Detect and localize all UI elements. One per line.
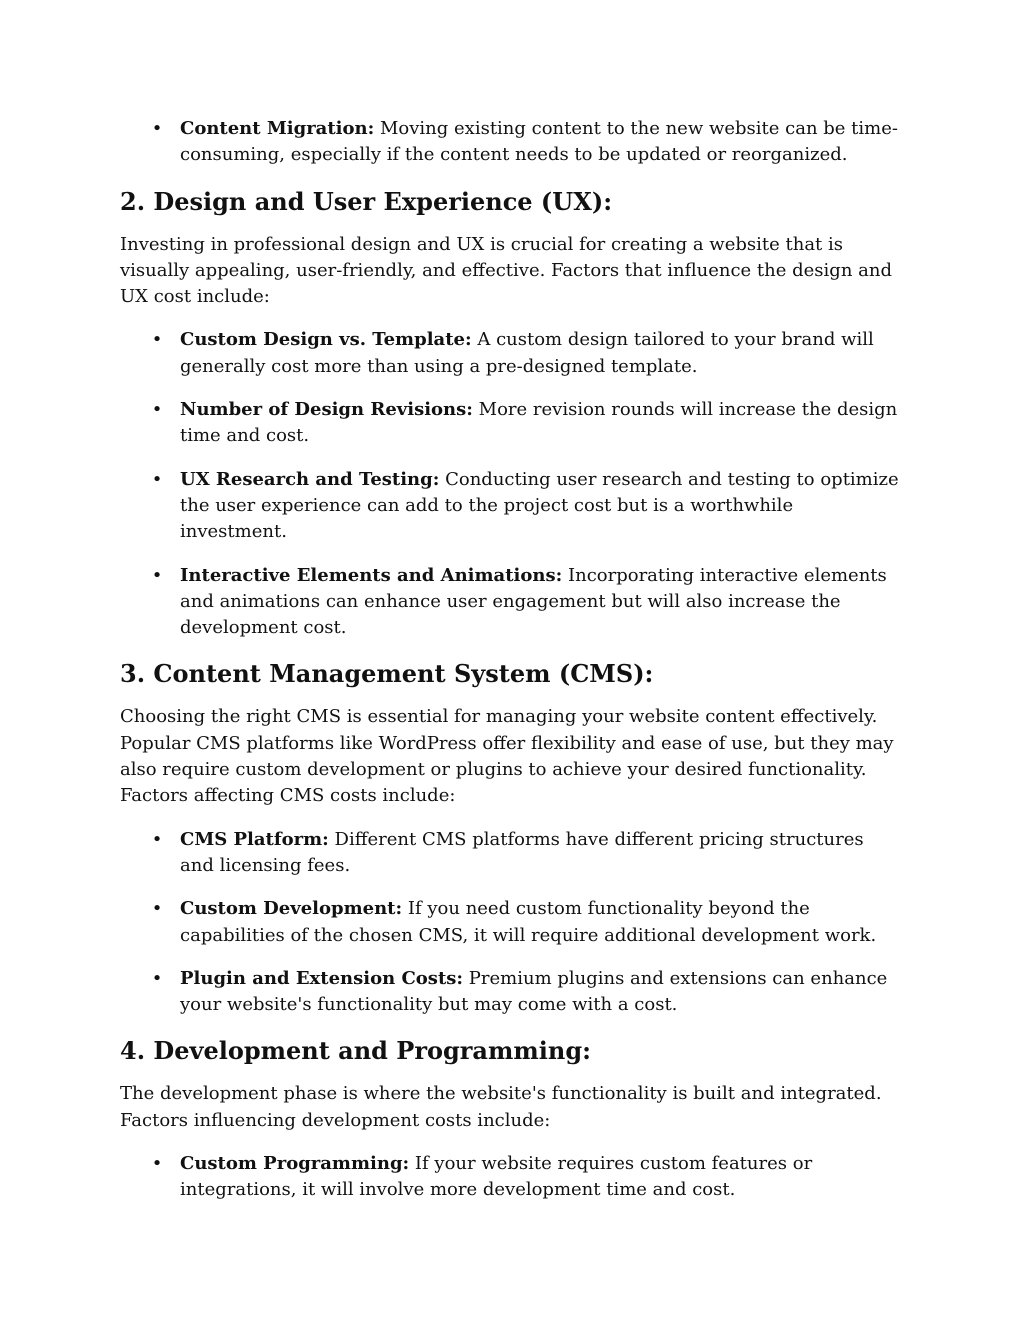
section-paragraph: The development phase is where the website's functionality is built and integrated. Factors influencing development costs include: (120, 1083, 882, 1131)
bullet-icon: • (151, 118, 163, 139)
bullet-icon: • (151, 828, 163, 850)
section-heading-design-ux: 2. Design and User Experience (UX): (120, 186, 613, 216)
list-item-text: If your website requires custom features or integrations, it will involve more development time and cost. (180, 1153, 813, 1201)
list-item-text: Incorporating interactive elements and animations can enhance user engagement but will also increase the development cost. (180, 564, 887, 639)
bullet-icon: • (151, 468, 163, 490)
bullet-icon: • (151, 329, 163, 351)
bullet-icon: • (151, 1153, 163, 1175)
list-item-term: Custom Development: (180, 898, 403, 920)
list-item-text: Conducting user research and testing to optimize the user experience can add to the project cost but is a worthwhile investment. (180, 468, 899, 543)
section-paragraph: Investing in professional design and UX is crucial for creating a website that is visually appealing, user-friendly, and effective. Factors that influence the design and UX cost include: (120, 233, 892, 308)
list-item (120, 467, 900, 546)
list-item-text: Moving existing content to the new website can be time-consuming, especially if the content needs to be updated or reorganized. (180, 118, 898, 166)
list-item-term: Custom Programming: (180, 1153, 410, 1175)
list-item-term: Custom Design vs. Template: (180, 329, 472, 351)
list-item (120, 966, 900, 1019)
bullet-icon: • (151, 898, 163, 920)
document-content (120, 116, 900, 1221)
list-item (120, 1151, 900, 1204)
list-item (120, 327, 900, 380)
list-item-text: Premium plugins and extensions can enhance your website's functionality but may come with a cost. (180, 967, 888, 1016)
list-item-term: Plugin and Extension Costs: (180, 967, 464, 989)
design-ux-bullet-list (120, 327, 900, 641)
list-item-text: Different CMS platforms have different pricing structures and licensing fees. (180, 828, 864, 876)
list-item (120, 896, 900, 949)
section-paragraph: Choosing the right CMS is essential for managing your website content effectively. Popular CMS platforms like WordPress offer flexibility and ease of use, but they may also require custom development or plugins to achieve your desired functionality. Factors affecting CMS costs include: (120, 706, 894, 807)
cms-bullet-list (120, 827, 900, 1019)
bullet-icon: • (151, 967, 163, 989)
list-item-term: CMS Platform: (180, 828, 329, 850)
development-bullet-list (120, 1151, 900, 1204)
list-item-term: Content Migration: (180, 118, 375, 139)
list-item-text: More revision rounds will increase the design time and cost. (180, 399, 898, 447)
list-item-term: UX Research and Testing: (180, 468, 440, 490)
list-item (120, 116, 900, 169)
list-item-term: Number of Design Revisions: (180, 399, 473, 421)
section-heading-development: 4. Development and Programming: (120, 1036, 591, 1066)
list-item-text: A custom design tailored to your brand will generally cost more than using a pre-designed template. (180, 329, 874, 377)
list-item-term: Interactive Elements and Animations: (180, 564, 563, 586)
intro-bullet-list (120, 116, 900, 169)
section-heading-cms: 3. Content Management System (CMS): (120, 659, 654, 689)
bullet-icon: • (151, 564, 163, 586)
bullet-icon: • (151, 399, 163, 421)
list-item (120, 397, 900, 450)
list-item (120, 563, 900, 642)
list-item (120, 827, 900, 880)
list-item-text: If you need custom functionality beyond the capabilities of the chosen CMS, it will require additional development work. (180, 898, 877, 946)
